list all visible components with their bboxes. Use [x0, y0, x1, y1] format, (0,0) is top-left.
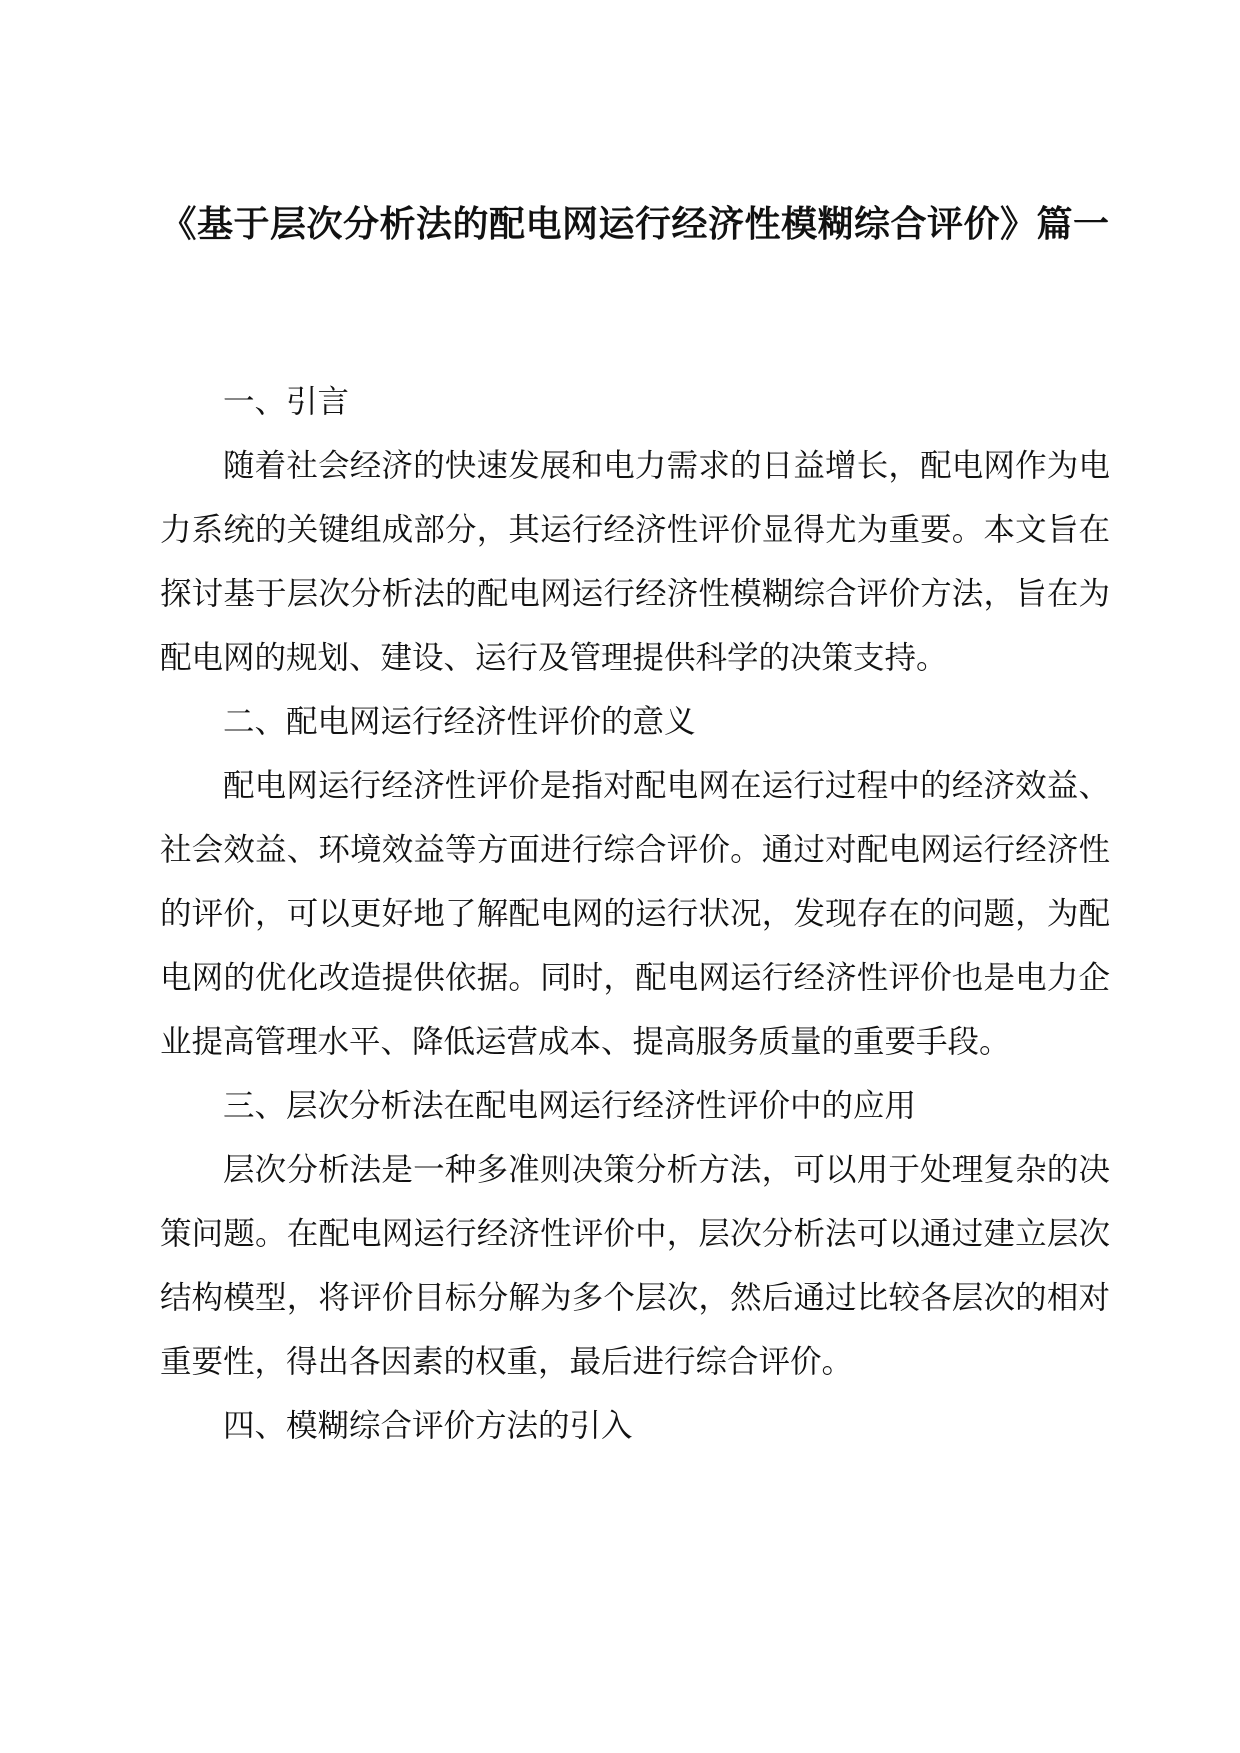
- section-heading-ahp-application: 三、层次分析法在配电网运行经济性评价中的应用: [223, 1088, 917, 1124]
- document-body: [160, 370, 1110, 1458]
- section-heading-significance: 二、配电网运行经济性评价的意义: [223, 704, 696, 740]
- document-title: 《基于层次分析法的配电网运行经济性模糊综合评价》篇一: [160, 204, 1110, 245]
- paragraph-introduction: 随着社会经济的快速发展和电力需求的日益增长，配电网作为电力系统的关键组成部分，其运行经济性评价显得尤为重要。本文旨在探讨基于层次分析法的配电网运行经济性模糊综合评价方法，旨在为配电网的规划、建设、运行及管理提供科学的决策支持。: [160, 448, 1110, 676]
- section-heading-fuzzy-evaluation: 四、模糊综合评价方法的引入: [223, 1408, 633, 1444]
- section-heading-introduction: 一、引言: [223, 384, 350, 420]
- paragraph-ahp-application: 层次分析法是一种多准则决策分析方法，可以用于处理复杂的决策问题。在配电网运行经济性评价中，层次分析法可以通过建立层次结构模型，将评价目标分解为多个层次，然后通过比较各层次的相对重要性，得出各因素的权重，最后进行综合评价。: [160, 1152, 1110, 1380]
- paragraph-significance: 配电网运行经济性评价是指对配电网在运行过程中的经济效益、社会效益、环境效益等方面进行综合评价。通过对配电网运行经济性的评价，可以更好地了解配电网的运行状况，发现存在的问题，为配电网的优化改造提供依据。同时，配电网运行经济性评价也是电力企业提高管理水平、降低运营成本、提高服务质量的重要手段。: [160, 768, 1110, 1060]
